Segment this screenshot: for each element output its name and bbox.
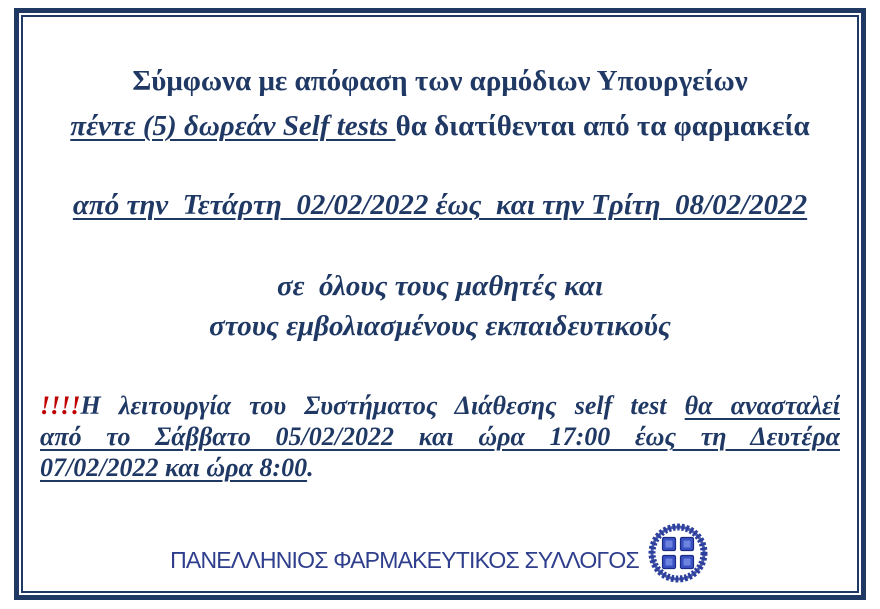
warning-line3 [40,453,840,483]
free-self-tests-text: πέντε (5) δωρεάν Self tests [70,110,396,142]
headline-line1: Σύμφωνα με απόφαση των αρμόδιων Υπουργείων [132,65,748,97]
organization-name: ΠΑΝΕΛΛΗΝΙΟΣ ΦΑΡΜΑΚΕΥΤΙΚΟΣ ΣΥΛΛΟΓΟΣ [170,546,639,573]
headline-line2 [40,109,840,144]
warning-line3-period: . [307,453,314,482]
warning-line1-underlined: θα ανασταλεί [684,391,840,420]
warning-exclamation: !!!! [40,391,81,420]
audience-line1: σε όλους τους μαθητές και [276,270,604,302]
distribution-period-line: από την Τετάρτη 02/02/2022 έως και την Τρίτη 08/02/2022 [72,189,808,221]
greek-state-emblem-icon [646,517,710,587]
warning-paragraph [40,391,840,483]
warning-line1 [40,391,840,422]
audience-line2: στους εμβολιασμένους εκπαιδευτικούς [209,310,671,342]
warning-line2: από το Σάββατο 05/02/2022 και ώρα 17:00 έως τη Δευτέρα [40,422,840,451]
footer [40,514,840,590]
warning-line3-underlined: 07/02/2022 και ώρα 8:00 [40,453,308,482]
headline-line2-rest: θα διατίθενται από τα φαρμακεία [395,110,810,142]
announcement-page [40,0,840,609]
warning-line1-text: Η λειτουργία του Συστήματος Διάθεσης self test [80,391,685,420]
